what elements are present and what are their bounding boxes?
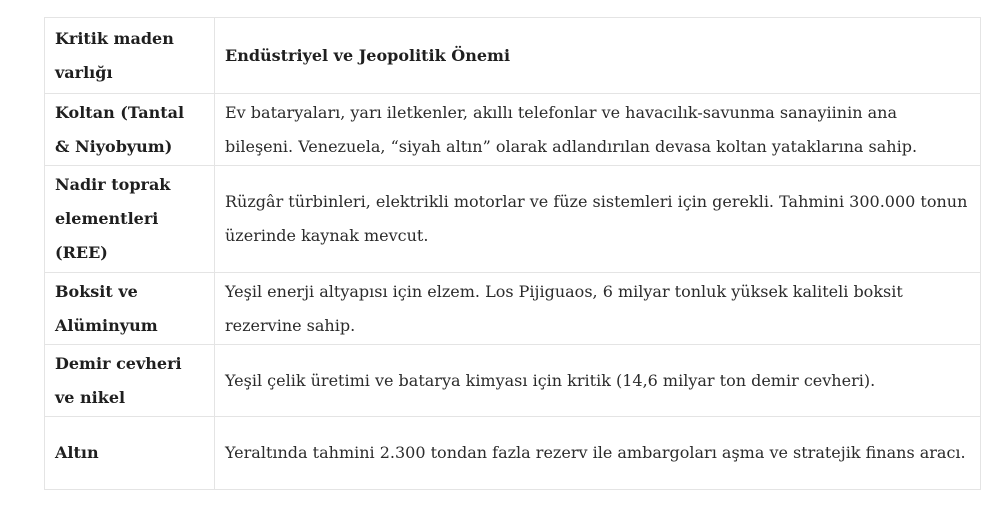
mineral-name-cell: Boksit ve Alüminyum — [45, 273, 215, 345]
table-row — [45, 166, 981, 273]
table-row — [45, 417, 981, 490]
importance-cell: Yeşil enerji altyapısı için elzem. Los Pijiguaos, 6 milyar tonluk yüksek kaliteli boksit rezervine sahip. — [215, 273, 981, 345]
importance-cell: Rüzgâr türbinleri, elektrikli motorlar ve füze sistemleri için gerekli. Tahmini 300.000 tonun üzerinde kaynak mevcut. — [215, 166, 981, 273]
importance-cell: Yeraltında tahmini 2.300 tondan fazla rezerv ile ambargoları aşma ve stratejik finans aracı. — [215, 417, 981, 490]
header-mineral-cell: Kritik maden varlığı — [45, 18, 215, 94]
header-importance-cell: Endüstriyel ve Jeopolitik Önemi — [215, 18, 981, 94]
importance-cell: Ev bataryaları, yarı iletkenler, akıllı telefonlar ve havacılık-savunma sanayiinin ana bileşeni. Venezuela, “siyah altın” olarak adlandırılan devasa koltan yataklarına sahip. — [215, 94, 981, 166]
mineral-name-cell: Altın — [45, 417, 215, 490]
mineral-name-cell: Demir cevheri ve nikel — [45, 345, 215, 417]
table-row — [45, 94, 981, 166]
table-header-row — [45, 18, 981, 94]
table-row — [45, 345, 981, 417]
critical-minerals-table — [44, 17, 981, 490]
mineral-name-cell: Nadir toprak elementleri (REE) — [45, 166, 215, 273]
mineral-name-cell: Koltan (Tantal & Niyobyum) — [45, 94, 215, 166]
importance-cell: Yeşil çelik üretimi ve batarya kimyası için kritik (14,6 milyar ton demir cevheri). — [215, 345, 981, 417]
table-row — [45, 273, 981, 345]
